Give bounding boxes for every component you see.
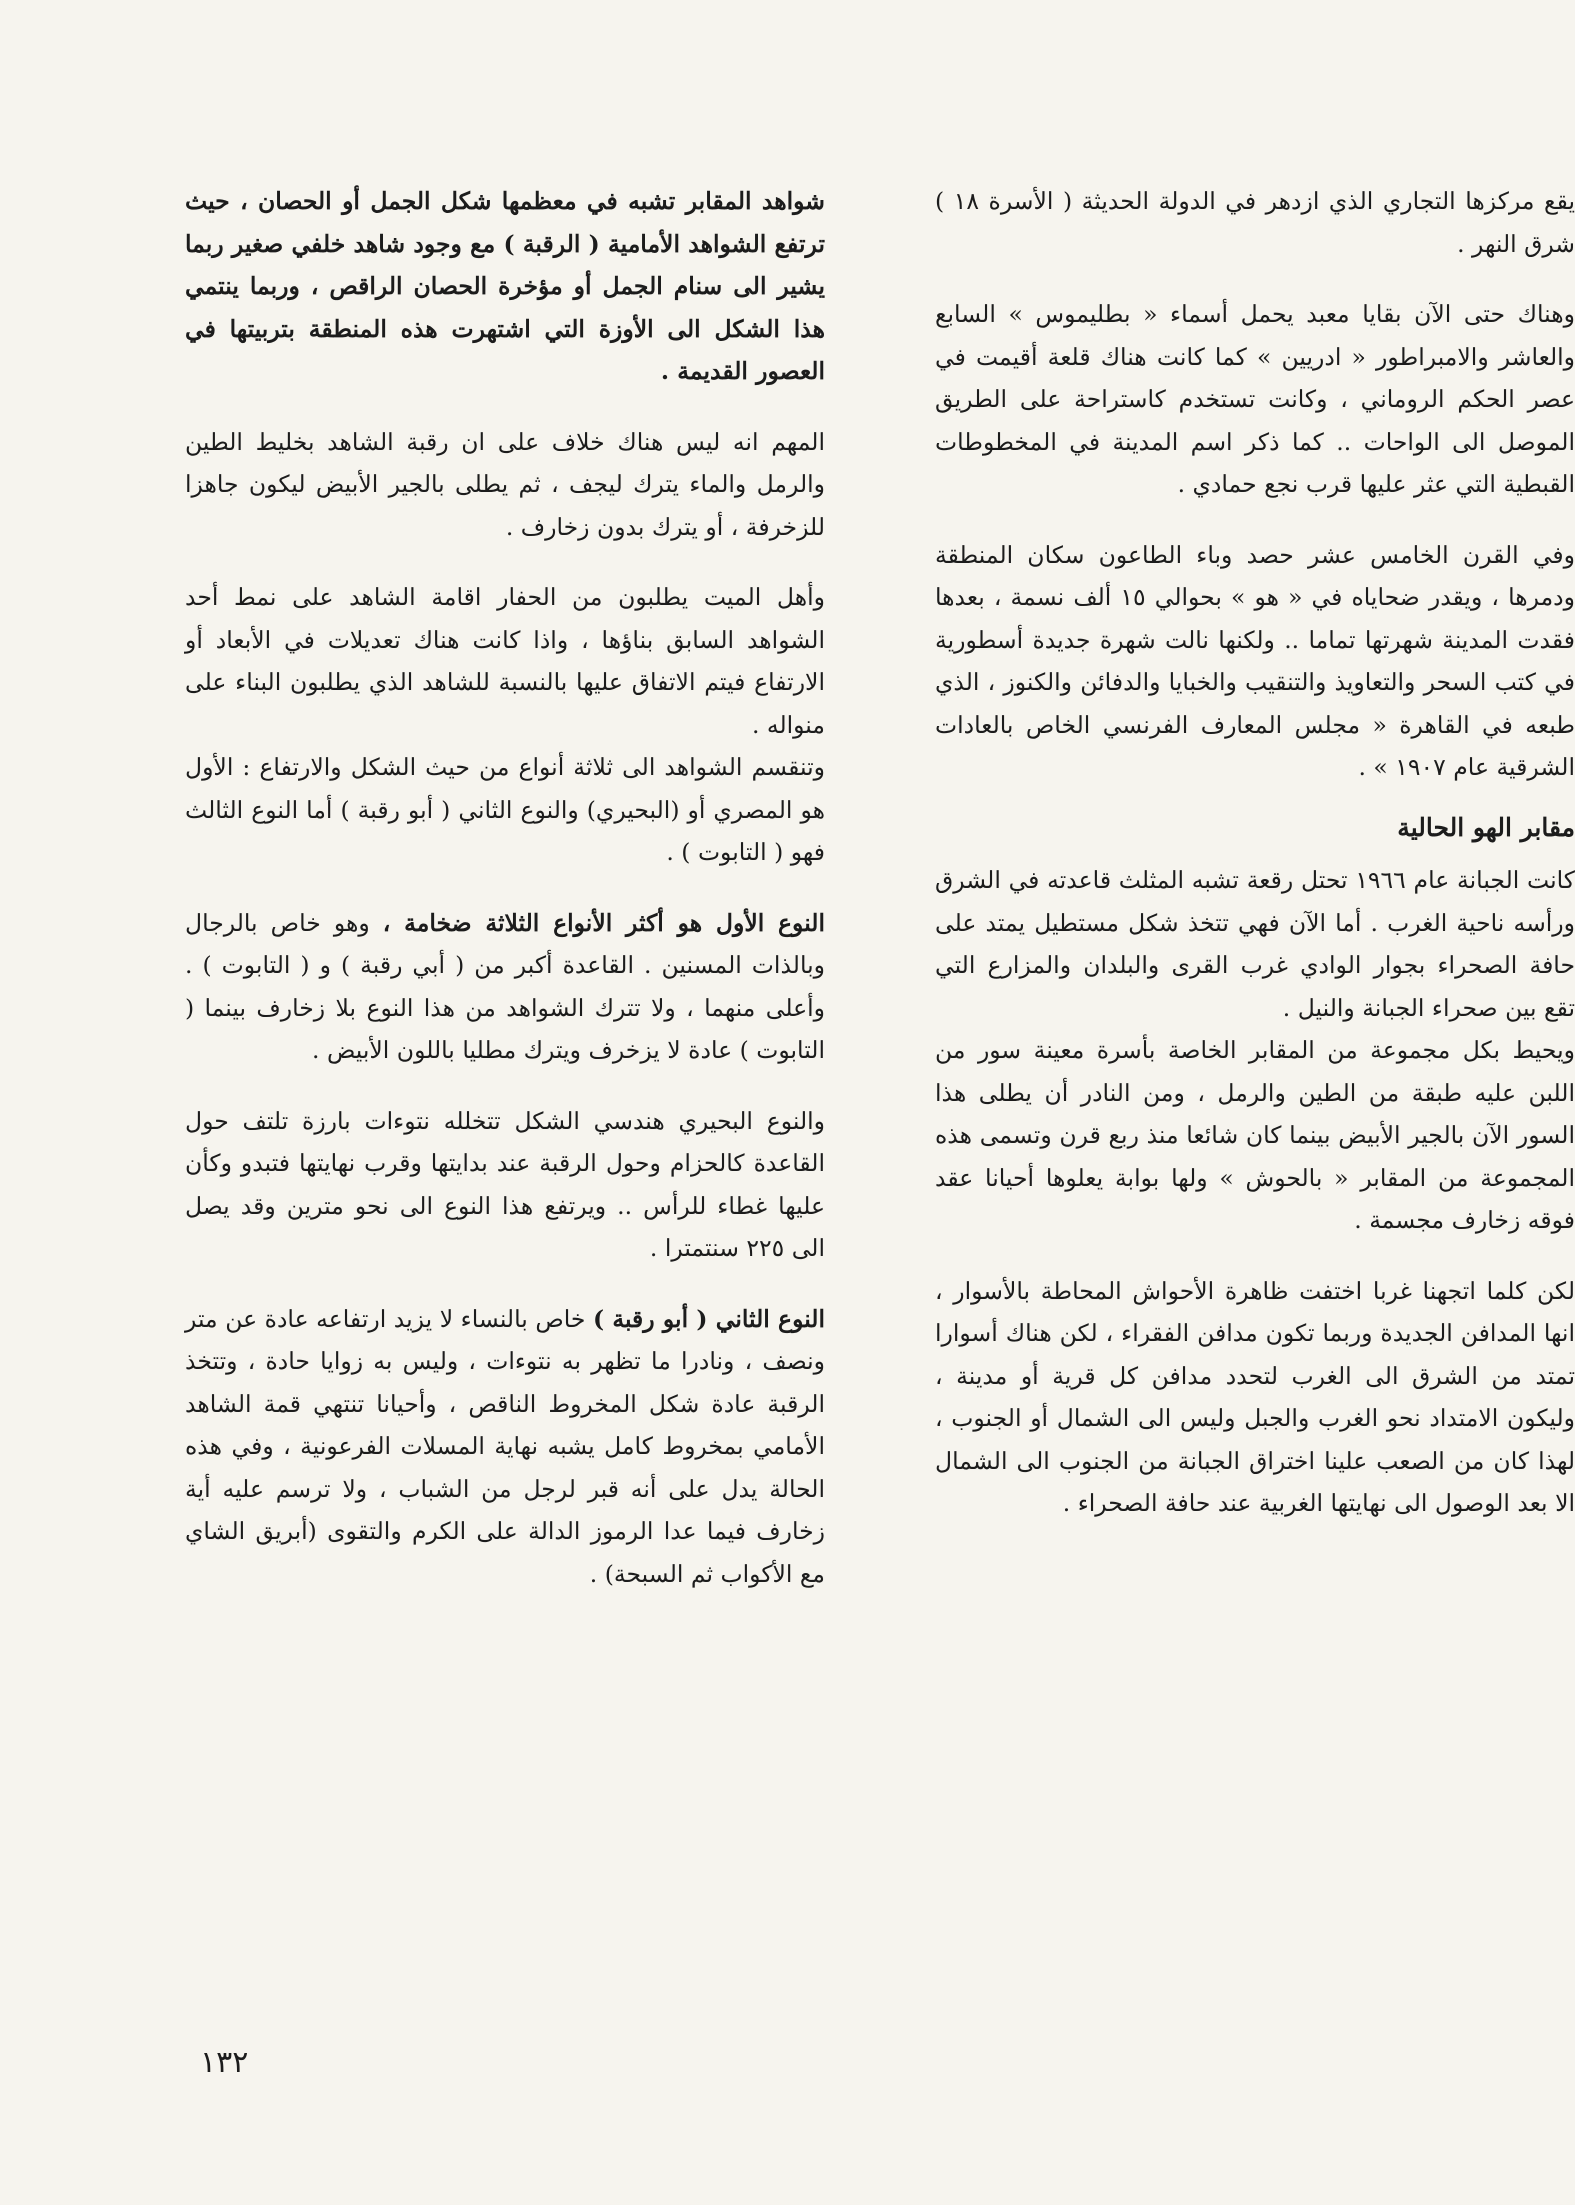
right-paragraph-1: يقع مركزها التجاري الذي ازدهر في الدولة الحديثة ( الأسرة ١٨ ) شرق النهر . — [935, 187, 1575, 258]
type-one-body: وهو خاص بالرجال وبالذات المسنين . القاعدة أكبر من ( أبي رقبة ) و ( التابوت ) . وأعلى منهما ، ولا تترك الشواهد من هذا النوع بلا زخارف بينما ( التابوت ) عادة لا يزخرف ويترك مطليا باللون الأبيض . — [185, 908, 825, 1064]
page-number: ١٣٢ — [200, 2045, 249, 2080]
left-paragraph-4: وتنقسم الشواهد الى ثلاثة أنواع من حيث الشكل والارتفاع : الأول هو المصري أو (البحيري) والنوع الثاني ( أبو رقبة ) أما النوع الثالث فهو ( التابوت ) . — [185, 753, 825, 866]
right-paragraph-4: كانت الجبانة عام ١٩٦٦ تحتل رقعة تشبه المثلث قاعدته في الشرق ورأسه ناحية الغرب . أما الآن فهي تتخذ شكل مستطيل يمتد على حافة الصحراء بجوار الوادي غرب القرى والبلدان والمزارع التي تقع بين صحراء الجبانة والنيل . — [935, 866, 1575, 1022]
right-paragraph-5: ويحيط بكل مجموعة من المقابر الخاصة بأسرة معينة سور من اللبن عليه طبقة من الطين والرمل ، ومن النادر أن يطلى هذا السور الآن بالجير الأبيض بينما كان شائعا منذ ربع قرن وتسمى هذه المجموعة من المقابر « بالحوش » ولها بوابة يعلوها أحيانا عقد فوقه زخارف مجسمة . — [935, 1036, 1575, 1234]
section-heading: مقابر الهو الحالية — [1397, 812, 1575, 842]
left-paragraph-3: وأهل الميت يطلبون من الحفار اقامة الشاهد على نمط أحد الشواهد السابق بناؤها ، واذا كانت هناك تعديلات في الأبعاد أو الارتفاع فيتم الاتفاق عليها بالنسبة للشاهد الذي يطلبون البناء على منواله . — [185, 583, 825, 739]
right-column — [935, 180, 1575, 1525]
right-paragraph-6: لكن كلما اتجهنا غربا اختفت ظاهرة الأحواش المحاطة بالأسوار ، انها المدافن الجديدة وربما تكون مدافن الفقراء ، لكن هناك أسوارا تمتد من الشرق الى الغرب لتحدد مدافن كل قرية أو مدينة ، وليكون الامتداد نحو الغرب والجبل وليس الى الشمال أو الجنوب ، لهذا كان من الصعب علينا اختراق الجبانة من الجنوب الى الشمال الا بعد الوصول الى نهايتها الغربية عند حافة الصحراء . — [935, 1276, 1575, 1517]
left-paragraph-2: المهم انه ليس هناك خلاف على ان رقبة الشاهد بخليط الطين والرمل والماء يترك ليجف ، ثم يطلى بالجير الأبيض ليكون جاهزا للزخرفة ، أو يترك بدون زخارف . — [185, 427, 825, 541]
left-paragraph-6: والنوع البحيري هندسي الشكل تتخلله نتوءات بارزة تلتف حول القاعدة كالحزام وحول الرقبة عند بدايتها وقرب نهايتها فتبدو وكأن عليها غطاء للرأس .. ويرتفع هذا النوع الى نحو مترين وقد يصل الى ٢٢٥ سنتمترا . — [185, 1106, 826, 1262]
type-two-body: خاص بالنساء لا يزيد ارتفاعه عادة عن متر ونصف ، ونادرا ما تظهر به نتوءات ، وليس به زوايا حادة ، وتتخذ الرقبة عادة شكل المخروط الناقص ، وأحيانا تنتهي قمة الشاهد الأمامي بمخروط كامل يشبه نهاية المسلات الفرعونية ، وفي هذه الحالة يدل على أنه قبر لرجل من الشباب ، ولا ترسم عليه أية زخارف فيما عدا الرموز الدالة على الكرم والتقوى (أبريق الشاي مع الأكواب ثم السبحة) . — [185, 1304, 825, 1588]
left-column — [185, 180, 825, 1595]
left-paragraph-5 — [185, 902, 825, 1072]
type-two-title: النوع الثاني ( أبو رقبة ) — [592, 1304, 825, 1333]
right-paragraph-3: وفي القرن الخامس عشر حصد وباء الطاعون سكان المنطقة ودمرها ، ويقدر ضحاياه في « هو » بحوالي ١٥ ألف نسمة ، بعدها فقدت المدينة شهرتها تماما .. ولكنها نالت شهرة جديدة أسطورية في كتب السحر والتعاويذ والتنقيب والخبايا والدفائن والكنوز ، الذي طبعه في القاهرة « مجلس المعارف الفرنسي الخاص بالعادات الشرقية عام ١٩٠٧ » . — [935, 540, 1575, 781]
right-paragraph-2: وهناك حتى الآن بقايا معبد يحمل أسماء « بطليموس » السابع والعاشر والامبراطور « ادريين » كما كانت هناك قلعة أقيمت في عصر الحكم الروماني ، وكانت تستخدم كاستراحة على الطريق الموصل الى الواحات .. كما ذكر اسم المدينة في المخطوطات القبطية التي عثر عليها قرب نجع حمادي . — [935, 300, 1575, 498]
type-one-title: النوع الأول هو أكثر الأنواع الثلاثة ضخامة ، — [382, 908, 825, 937]
left-paragraph-1: شواهد المقابر تشبه في معظمها شكل الجمل أو الحصان ، حيث ترتفع الشواهد الأمامية ( الرقبة ) مع وجود شاهد خلفي صغير ربما يشير الى سنام الجمل أو مؤخرة الحصان الراقص ، وربما ينتمي هذا الشكل الى الأوزة التي اشتهرت هذه المنطقة بتربيتها في العصور القديمة . — [185, 187, 825, 385]
left-paragraph-7 — [185, 1298, 825, 1596]
